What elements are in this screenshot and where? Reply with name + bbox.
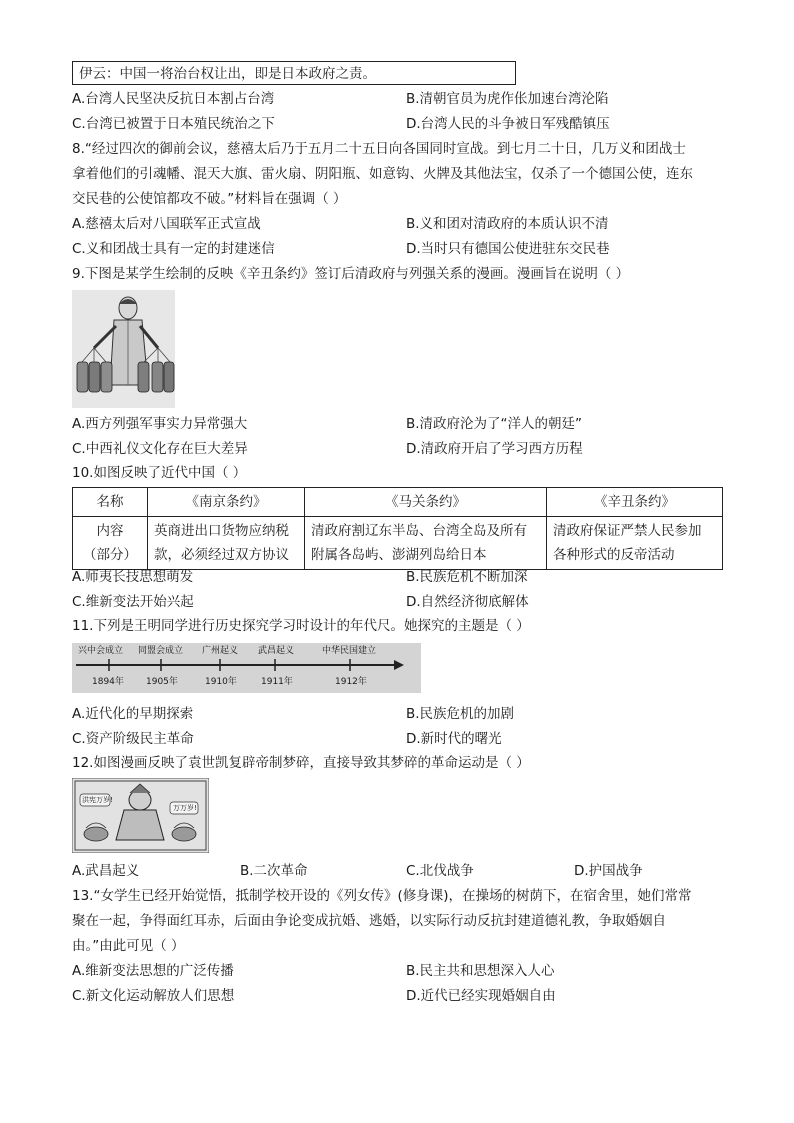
q13-stem-line-2: 聚在一起，争得面红耳赤，后面由争论变成抗婚、逃婚，以实际行动反抗封建道德礼教，争取婚姻自 xyxy=(72,913,666,929)
cell-line: 清政府保证严禁人民参加 xyxy=(553,523,702,539)
table-row xyxy=(73,517,723,570)
cell-line: 英商进出口货物应纳税 xyxy=(154,523,289,539)
q10-treaty-table xyxy=(72,487,723,570)
timeline-year: 1911年 xyxy=(261,677,293,687)
q8-stem-line-2: 拿着他们的引魂幡、混天大旗、雷火扇、阴阳瓶、如意钩、火牌及其他法宝，仅杀了一个德国公使，连东 xyxy=(72,166,693,182)
q12-cartoon-image xyxy=(72,778,209,853)
timeline-event: 同盟会成立 xyxy=(138,646,184,656)
q7-option-d[interactable]: D.台湾人民的斗争被日军残酷镇压 xyxy=(406,116,610,132)
q9-option-d[interactable]: D.清政府开启了学习西方历程 xyxy=(406,441,583,457)
timeline-year: 1912年 xyxy=(335,677,367,687)
q13-option-c[interactable]: C.新文化运动解放人们思想 xyxy=(72,988,235,1004)
q7-option-b[interactable]: B.清朝官员为虎作伥加速台湾沦陷 xyxy=(406,91,609,107)
cell-line: 各种形式的反帝活动 xyxy=(553,547,675,563)
q8-option-c[interactable]: C.义和团战士具有一定的封建迷信 xyxy=(72,241,275,257)
table-header-name: 名称 xyxy=(73,488,148,517)
table-cell-nanjing xyxy=(148,517,305,570)
q7-option-a[interactable]: A.台湾人民坚决反抗日本割占台湾 xyxy=(72,91,275,107)
table-header-maguan: 《马关条约》 xyxy=(305,488,547,517)
table-header-nanjing: 《南京条约》 xyxy=(148,488,305,517)
q13-option-b[interactable]: B.民主共和思想深入人心 xyxy=(406,963,555,979)
q12-option-d[interactable]: D.护国战争 xyxy=(574,863,643,879)
q8-stem-line-1: 8.“经过四次的御前会议，慈禧太后乃于五月二十五日向各国同时宣战。到七月二十日，几万义和团战士 xyxy=(72,141,686,157)
row-label-line-1: 内容 xyxy=(96,523,124,539)
q9-cartoon-image xyxy=(72,290,175,408)
q8-option-b[interactable]: B.义和团对清政府的本质认识不清 xyxy=(406,216,609,232)
timeline-event: 武昌起义 xyxy=(258,646,295,656)
q9-option-c[interactable]: C.中西礼仪文化存在巨大差异 xyxy=(72,441,248,457)
q10-option-c[interactable]: C.维新变法开始兴起 xyxy=(72,594,194,610)
q12-stem: 12.如图漫画反映了袁世凯复辟帝制梦碎，直接导致其梦碎的革命运动是（ ） xyxy=(72,755,530,771)
table-row-label xyxy=(73,517,148,570)
q9-stem: 9.下图是某学生绘制的反映《辛丑条约》签订后清政府与列强关系的漫画。漫画旨在说明（ ） xyxy=(72,266,630,282)
q12-option-a[interactable]: A.武昌起义 xyxy=(72,863,140,879)
q13-stem-line-3: 由。”由此可见（ ） xyxy=(72,938,185,954)
q10-option-b[interactable]: B.民族危机不断加深 xyxy=(406,569,528,585)
table-header-row xyxy=(73,488,723,517)
table-cell-xinchou xyxy=(547,517,723,570)
q11-option-b[interactable]: B.民族危机的加剧 xyxy=(406,706,515,722)
timeline-year: 1905年 xyxy=(146,677,178,687)
cell-line: 清政府割辽东半岛、台湾全岛及所有 xyxy=(311,523,527,539)
cartoon-speech-right: 万万岁! xyxy=(173,804,197,812)
q12-option-c[interactable]: C.北伐战争 xyxy=(406,863,474,879)
cartoon-speech-left: 洪宪万岁! xyxy=(82,796,113,804)
timeline-year: 1894年 xyxy=(92,677,124,687)
q13-option-a[interactable]: A.维新变法思想的广泛传播 xyxy=(72,963,234,979)
q9-option-b[interactable]: B.清政府沦为了“洋人的朝廷” xyxy=(406,416,583,432)
q11-stem: 11.下列是王明同学进行历史探究学习时设计的年代尺。她探究的主题是（ ） xyxy=(72,618,530,634)
cell-line: 附属各岛屿、澎湖列岛给日本 xyxy=(311,547,487,563)
q11-option-a[interactable]: A.近代化的早期探索 xyxy=(72,706,194,722)
q10-stem: 10.如图反映了近代中国（ ） xyxy=(72,465,247,481)
q13-option-d[interactable]: D.近代已经实现婚姻自由 xyxy=(406,988,556,1004)
q8-stem-line-3: 交民巷的公使馆都攻不破。”材料旨在强调（ ） xyxy=(72,191,347,207)
q9-option-a[interactable]: A.西方列强军事实力异常强大 xyxy=(72,416,248,432)
q11-option-d[interactable]: D.新时代的曙光 xyxy=(406,731,502,747)
q11-timeline-image xyxy=(72,643,421,693)
timeline-event: 广州起义 xyxy=(202,646,239,656)
timeline-event: 中华民国建立 xyxy=(322,646,377,656)
q12-option-b[interactable]: B.二次革命 xyxy=(240,863,308,879)
q13-stem-line-1: 13.“女学生已经开始觉悟，抵制学校开设的《列女传》(修身课)，在操场的树荫下，在宿舍里，她们常常 xyxy=(72,888,692,904)
table-header-xinchou: 《辛丑条约》 xyxy=(547,488,723,517)
row-label-line-2: （部分） xyxy=(83,547,137,563)
q7-quote: 伊云：中国一将治台权让出，即是日本政府之责。 xyxy=(79,66,376,82)
q7-quote-box xyxy=(72,61,516,85)
q10-option-a[interactable]: A.师夷长技思想萌发 xyxy=(72,569,194,585)
q10-option-d[interactable]: D.自然经济彻底解体 xyxy=(406,594,529,610)
q11-option-c[interactable]: C.资产阶级民主革命 xyxy=(72,731,194,747)
timeline-year: 1910年 xyxy=(205,677,237,687)
timeline-event: 兴中会成立 xyxy=(78,646,124,656)
q7-option-c[interactable]: C.台湾已被置于日本殖民统治之下 xyxy=(72,116,275,132)
q8-option-d[interactable]: D.当时只有德国公使进驻东交民巷 xyxy=(406,241,610,257)
q8-option-a[interactable]: A.慈禧太后对八国联军正式宣战 xyxy=(72,216,261,232)
table-cell-maguan xyxy=(305,517,547,570)
cell-line: 款，必须经过双方协议 xyxy=(154,547,289,563)
